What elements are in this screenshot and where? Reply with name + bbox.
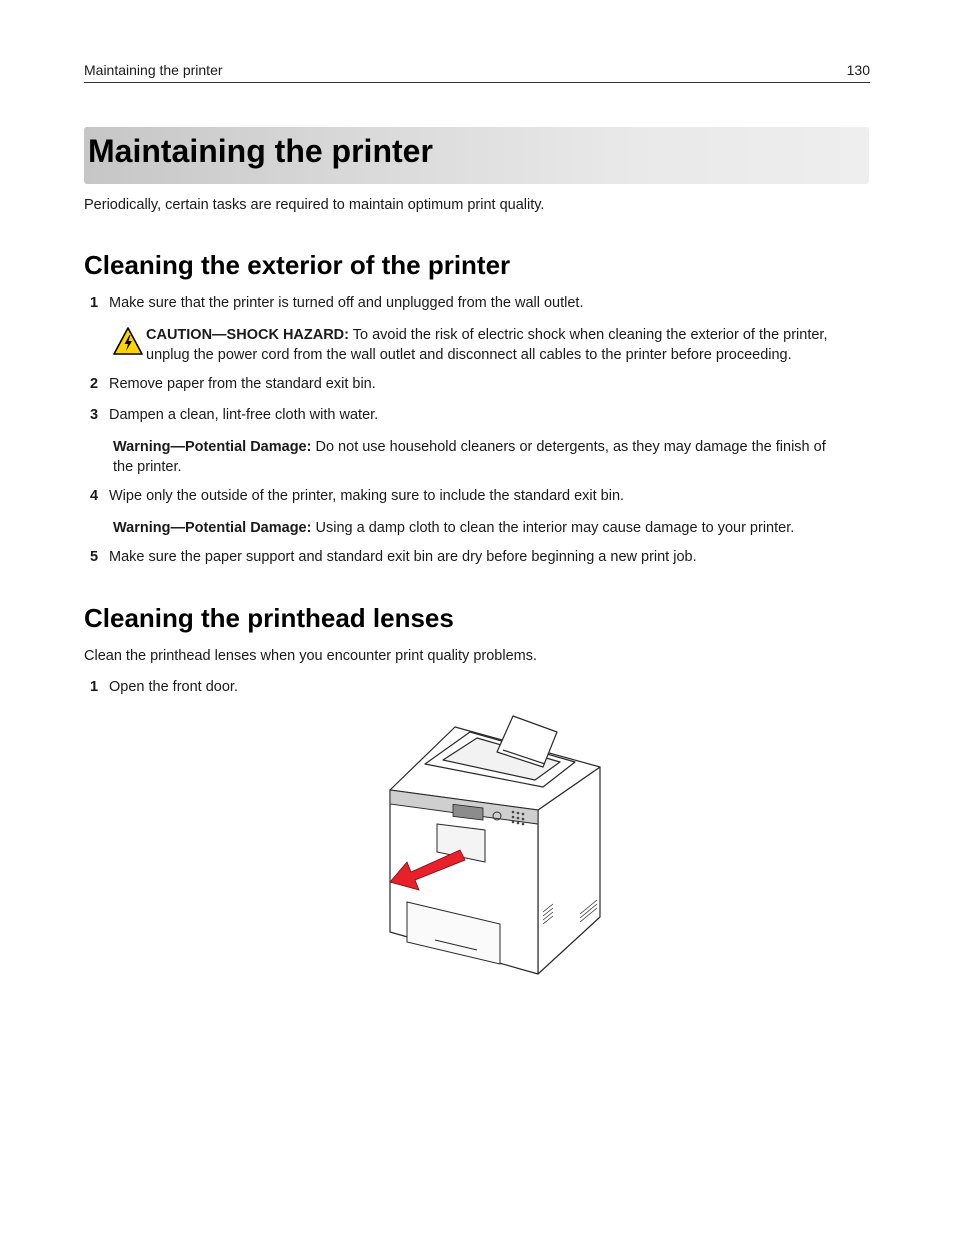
warning-damp-cloth — [113, 518, 858, 538]
section-heading-printhead: Cleaning the printhead lenses — [84, 603, 454, 633]
step-text: Wipe only the outside of the printer, making sure to include the standard exit bin. — [109, 488, 625, 504]
step-number: 4 — [90, 488, 99, 504]
caution-line-1: To avoid the risk of electric shock when cleaning the exterior of the printer, — [349, 327, 828, 343]
step-text: Make sure that the printer is turned off and unplugged from the wall outlet. — [109, 295, 584, 311]
electric-shock-warning-icon — [113, 327, 143, 355]
step-text: Dampen a clean, lint-free cloth with water. — [109, 407, 379, 423]
warning-text: Using a damp cloth to clean the interior may cause damage to your printer. — [311, 520, 795, 536]
header-section-title: Maintaining the printer — [84, 62, 223, 78]
warning-line-1: Do not use household cleaners or detergents, as they may damage the finish of — [311, 439, 826, 455]
page-number: 130 — [846, 62, 870, 78]
step-number: 5 — [90, 549, 99, 565]
caution-text — [146, 325, 861, 365]
step-number: 1 — [90, 295, 99, 311]
chapter-title: Maintaining the printer — [88, 133, 433, 169]
page-header — [84, 60, 870, 83]
chapter-intro: Periodically, certain tasks are required to maintain optimum print quality. — [84, 197, 545, 213]
step-text: Remove paper from the standard exit bin. — [109, 376, 376, 392]
step-text: Open the front door. — [109, 679, 238, 695]
printer-open-front-door-illustration — [385, 712, 610, 980]
warning-line-2: the printer. — [113, 459, 182, 475]
caution-label: CAUTION—SHOCK HAZARD: — [146, 327, 349, 343]
warning-label: Warning—Potential Damage: — [113, 439, 312, 455]
step-number: 2 — [90, 376, 99, 392]
step-number: 1 — [90, 679, 99, 695]
step-text: Make sure the paper support and standard exit bin are dry before beginning a new print job. — [109, 549, 697, 565]
warning-label: Warning—Potential Damage: — [113, 520, 312, 536]
step-number: 3 — [90, 407, 99, 423]
warning-household-cleaners — [113, 437, 858, 477]
section-heading-exterior: Cleaning the exterior of the printer — [84, 250, 511, 280]
caution-line-2: unplug the power cord from the wall outlet and disconnect all cables to the printer before proceeding. — [146, 347, 792, 363]
chapter-title-band — [84, 127, 869, 184]
printhead-intro: Clean the printhead lenses when you encounter print quality problems. — [84, 648, 537, 664]
